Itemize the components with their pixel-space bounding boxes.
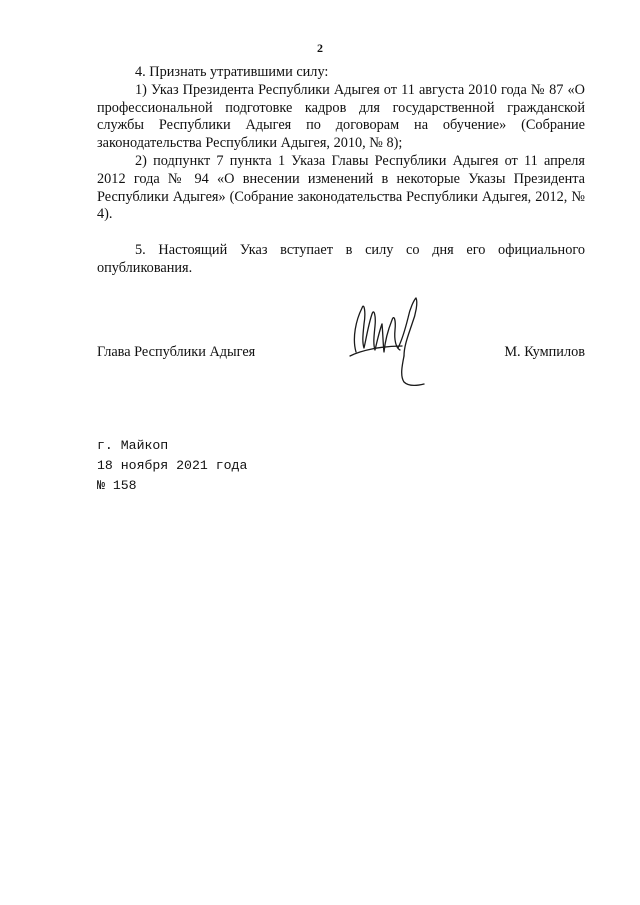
- signatory-name: М. Кумпилов: [504, 344, 585, 360]
- document-meta: [97, 436, 247, 496]
- handwritten-signature: [342, 290, 434, 390]
- number-line: № 158: [97, 478, 137, 493]
- paragraph-subitem-1: 1) Указ Президента Республики Адыгея от 11 августа 2010 года № 87 «О профессиональной подготовке кадров для государственной гражданской службы Республики Адыгея по договорам на обучение» (Собрание законодательства Республики Адыгея, 2010, № 8);: [97, 81, 585, 152]
- decree-body: [97, 64, 585, 278]
- paragraph-item-5: 5. Настоящий Указ вступает в силу со дня его официального опубликования.: [97, 242, 585, 276]
- page-number: 2: [317, 41, 323, 55]
- signatory-position: Глава Республики Адыгея: [97, 344, 256, 360]
- paragraph-subitem-2: 2) подпункт 7 пункта 1 Указа Главы Республики Адыгея от 11 апреля 2012 года № 94 «О внесении изменений в некоторые Указы Президента Республики Адыгея» (Собрание законодательства Республики Адыгея, 2012, № 4).: [97, 152, 585, 223]
- paragraph-item-4: 4. Признать утратившими силу:: [135, 64, 329, 80]
- date-line: 18 ноября 2021 года: [97, 458, 248, 473]
- city-line: г. Майкоп: [97, 438, 169, 453]
